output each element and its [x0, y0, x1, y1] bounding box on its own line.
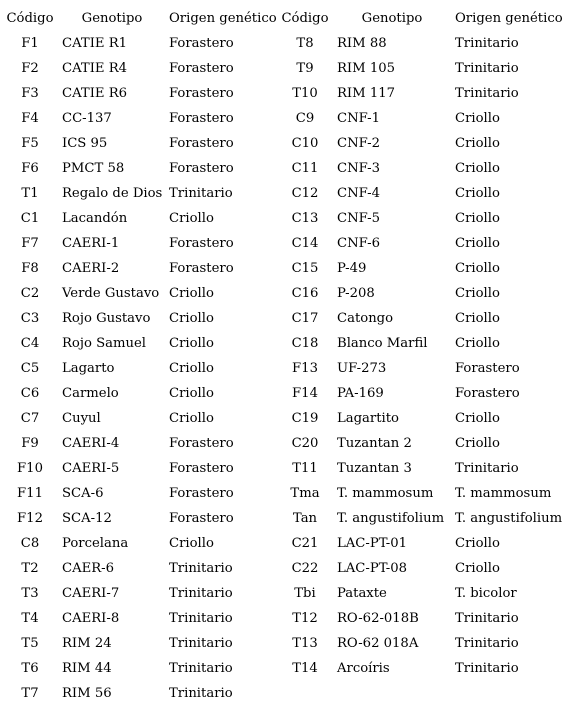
left-genotype-cell: Porcelana [62, 536, 129, 551]
header-code-left: Código [6, 11, 54, 26]
right-genotype-cell: P-49 [337, 261, 367, 276]
header-origin-right: Origen genético [455, 11, 563, 26]
right-code-cell: C20 [291, 436, 319, 451]
right-genotype-cell: CNF-6 [337, 236, 381, 251]
right-origin-cell: Forastero [455, 361, 520, 376]
right-origin-cell: T. mammosum [455, 486, 552, 501]
left-origin-cell: Criollo [169, 211, 214, 226]
left-origin-cell: Criollo [169, 386, 214, 401]
table-row [0, 31, 575, 56]
left-genotype-cell: CAERI-1 [62, 236, 120, 251]
left-code-cell: T4 [21, 611, 39, 626]
right-genotype-cell: RIM 88 [337, 36, 387, 51]
left-code-cell: C5 [20, 361, 40, 376]
table-row [0, 456, 575, 481]
left-genotype-cell: Carmelo [62, 386, 119, 401]
header-origin-left: Origen genético [169, 11, 277, 26]
right-genotype-cell: RIM 105 [337, 61, 396, 76]
left-genotype-cell: SCA-6 [62, 486, 104, 501]
left-genotype-cell: RIM 24 [62, 636, 112, 651]
right-genotype-cell: CNF-1 [337, 111, 381, 126]
right-origin-cell: Criollo [455, 311, 500, 326]
right-genotype-cell: RO-62-018B [337, 611, 419, 626]
right-origin-cell: Forastero [455, 386, 520, 401]
header-code-right: Código [281, 11, 329, 26]
right-origin-cell: Trinitario [455, 661, 519, 676]
left-code-cell: F3 [21, 86, 39, 101]
right-origin-cell: Criollo [455, 111, 500, 126]
right-genotype-cell: RIM 117 [337, 86, 396, 101]
right-genotype-cell: LAC-PT-01 [337, 536, 408, 551]
left-origin-cell: Trinitario [169, 561, 233, 576]
left-origin-cell: Forastero [169, 436, 234, 451]
right-code-cell: C10 [291, 136, 319, 151]
right-genotype-cell: CNF-3 [337, 161, 381, 176]
right-genotype-cell: Pataxte [337, 586, 387, 601]
table-row [0, 106, 575, 131]
right-code-cell: C22 [291, 561, 319, 576]
right-genotype-cell: T. angustifolium [337, 511, 445, 526]
right-code-cell: T11 [292, 461, 318, 476]
genotype-table [0, 6, 575, 706]
left-code-cell: F7 [21, 236, 39, 251]
left-genotype-cell: Verde Gustavo [62, 286, 160, 301]
left-code-cell: F1 [21, 36, 39, 51]
table-row [0, 481, 575, 506]
right-genotype-cell: CNF-4 [337, 186, 381, 201]
left-code-cell: F4 [21, 111, 39, 126]
left-code-cell: F12 [17, 511, 43, 526]
right-code-cell: Tbi [294, 586, 316, 601]
right-origin-cell: Trinitario [455, 461, 519, 476]
left-code-cell: F2 [21, 61, 39, 76]
left-origin-cell: Forastero [169, 36, 234, 51]
right-code-cell: C13 [291, 211, 319, 226]
left-code-cell: T5 [21, 636, 39, 651]
right-code-cell: Tma [290, 486, 320, 501]
left-origin-cell: Trinitario [169, 686, 233, 701]
left-genotype-cell: CAER-6 [62, 561, 115, 576]
left-genotype-cell: CATIE R6 [62, 86, 128, 101]
left-code-cell: T7 [21, 686, 39, 701]
right-origin-cell: Criollo [455, 186, 500, 201]
right-origin-cell: Criollo [455, 236, 500, 251]
right-origin-cell: Criollo [455, 536, 500, 551]
table-row [0, 56, 575, 81]
left-origin-cell: Criollo [169, 311, 214, 326]
right-origin-cell: Criollo [455, 411, 500, 426]
right-code-cell: C16 [291, 286, 319, 301]
header-genotype-left: Genotipo [81, 11, 143, 26]
right-origin-cell: Criollo [455, 561, 500, 576]
left-code-cell: C7 [20, 411, 40, 426]
left-code-cell: F11 [17, 486, 43, 501]
right-genotype-cell: LAC-PT-08 [337, 561, 408, 576]
right-origin-cell: Criollo [455, 211, 500, 226]
left-origin-cell: Forastero [169, 61, 234, 76]
table-row [0, 181, 575, 206]
table-row [0, 531, 575, 556]
right-genotype-cell: Tuzantan 2 [337, 436, 412, 451]
left-genotype-cell: SCA-12 [62, 511, 112, 526]
table-row [0, 506, 575, 531]
table-row [0, 356, 575, 381]
right-origin-cell: Criollo [455, 161, 500, 176]
table-row [0, 556, 575, 581]
left-genotype-cell: CATIE R1 [62, 36, 128, 51]
table-row [0, 206, 575, 231]
table-body [0, 31, 575, 706]
right-genotype-cell: P-208 [337, 286, 375, 301]
left-genotype-cell: CATIE R4 [62, 61, 128, 76]
right-genotype-cell: CNF-5 [337, 211, 381, 226]
table-row [0, 81, 575, 106]
right-origin-cell: Criollo [455, 136, 500, 151]
right-code-cell: C15 [291, 261, 319, 276]
table-row [0, 256, 575, 281]
table-row [0, 381, 575, 406]
left-origin-cell: Criollo [169, 286, 214, 301]
left-code-cell: C3 [20, 311, 40, 326]
left-genotype-cell: CAERI-7 [62, 586, 120, 601]
left-origin-cell: Forastero [169, 236, 234, 251]
right-origin-cell: Criollo [455, 261, 500, 276]
table-row [0, 231, 575, 256]
left-code-cell: T2 [21, 561, 39, 576]
table-row [0, 306, 575, 331]
right-origin-cell: Criollo [455, 436, 500, 451]
left-code-cell: C8 [20, 536, 40, 551]
right-genotype-cell: PA-169 [337, 386, 384, 401]
table-row [0, 581, 575, 606]
left-genotype-cell: CC-137 [62, 111, 112, 126]
left-origin-cell: Criollo [169, 361, 214, 376]
table-row [0, 631, 575, 656]
left-code-cell: T3 [21, 586, 39, 601]
left-code-cell: C1 [20, 211, 40, 226]
right-code-cell: T14 [292, 661, 318, 676]
right-genotype-cell: UF-273 [337, 361, 387, 376]
right-genotype-cell: Lagartito [337, 411, 399, 426]
right-genotype-cell: Tuzantan 3 [337, 461, 412, 476]
left-origin-cell: Forastero [169, 111, 234, 126]
right-origin-cell: T. angustifolium [455, 511, 563, 526]
left-origin-cell: Forastero [169, 511, 234, 526]
right-origin-cell: Trinitario [455, 636, 519, 651]
left-genotype-cell: CAERI-4 [62, 436, 120, 451]
right-code-cell: T10 [292, 86, 318, 101]
left-genotype-cell: RIM 56 [62, 686, 112, 701]
table-row [0, 431, 575, 456]
right-code-cell: C17 [291, 311, 319, 326]
right-code-cell: C12 [291, 186, 319, 201]
right-code-cell: C9 [295, 111, 315, 126]
left-code-cell: C6 [20, 386, 40, 401]
left-code-cell: C2 [20, 286, 40, 301]
left-genotype-cell: RIM 44 [62, 661, 112, 676]
left-code-cell: F6 [21, 161, 39, 176]
left-origin-cell: Criollo [169, 336, 214, 351]
right-origin-cell: Trinitario [455, 61, 519, 76]
left-origin-cell: Trinitario [169, 636, 233, 651]
right-genotype-cell: Arcoíris [337, 661, 390, 676]
left-code-cell: T6 [21, 661, 39, 676]
left-genotype-cell: CAERI-2 [62, 261, 120, 276]
left-origin-cell: Forastero [169, 136, 234, 151]
right-code-cell: F13 [292, 361, 318, 376]
table-row [0, 156, 575, 181]
right-code-cell: C14 [291, 236, 319, 251]
right-code-cell: C19 [291, 411, 319, 426]
right-genotype-cell: Catongo [337, 311, 394, 326]
right-origin-cell: Criollo [455, 286, 500, 301]
right-origin-cell: Trinitario [455, 611, 519, 626]
right-code-cell: T12 [292, 611, 318, 626]
right-genotype-cell: T. mammosum [337, 486, 434, 501]
left-origin-cell: Forastero [169, 161, 234, 176]
left-code-cell: C4 [20, 336, 40, 351]
right-code-cell: C11 [291, 161, 319, 176]
right-origin-cell: Trinitario [455, 36, 519, 51]
left-code-cell: T1 [21, 186, 39, 201]
left-origin-cell: Criollo [169, 536, 214, 551]
left-genotype-cell: CAERI-5 [62, 461, 120, 476]
left-origin-cell: Trinitario [169, 586, 233, 601]
header-genotype-right: Genotipo [361, 11, 423, 26]
right-genotype-cell: CNF-2 [337, 136, 381, 151]
left-origin-cell: Forastero [169, 86, 234, 101]
left-genotype-cell: Lacandón [62, 211, 128, 226]
right-genotype-cell: RO-62 018A [337, 636, 419, 651]
left-origin-cell: Trinitario [169, 186, 233, 201]
left-origin-cell: Trinitario [169, 611, 233, 626]
left-origin-cell: Forastero [169, 486, 234, 501]
right-code-cell: T13 [292, 636, 318, 651]
table-row [0, 331, 575, 356]
right-code-cell: Tan [292, 511, 318, 526]
left-genotype-cell: ICS 95 [62, 136, 108, 151]
right-genotype-cell: Blanco Marfil [337, 336, 428, 351]
left-genotype-cell: Rojo Gustavo [62, 311, 151, 326]
left-code-cell: F9 [21, 436, 39, 451]
left-origin-cell: Trinitario [169, 661, 233, 676]
left-genotype-cell: Cuyul [62, 411, 101, 426]
table-row [0, 681, 575, 706]
right-origin-cell: T. bicolor [455, 586, 517, 601]
right-code-cell: C21 [291, 536, 319, 551]
table-row [0, 131, 575, 156]
right-code-cell: C18 [291, 336, 319, 351]
left-code-cell: F10 [17, 461, 43, 476]
left-genotype-cell: PMCT 58 [62, 161, 125, 176]
left-origin-cell: Forastero [169, 461, 234, 476]
right-code-cell: T9 [296, 61, 314, 76]
table-header-row [0, 6, 575, 31]
table-row [0, 656, 575, 681]
right-origin-cell: Criollo [455, 336, 500, 351]
left-code-cell: F5 [21, 136, 39, 151]
left-genotype-cell: Lagarto [62, 361, 115, 376]
table-row [0, 406, 575, 431]
right-code-cell: T8 [296, 36, 314, 51]
left-genotype-cell: CAERI-8 [62, 611, 120, 626]
table-row [0, 281, 575, 306]
right-origin-cell: Trinitario [455, 86, 519, 101]
right-code-cell: F14 [292, 386, 318, 401]
left-genotype-cell: Regalo de Dios [62, 186, 163, 201]
table-row [0, 606, 575, 631]
left-code-cell: F8 [21, 261, 39, 276]
left-origin-cell: Criollo [169, 411, 214, 426]
left-genotype-cell: Rojo Samuel [62, 336, 147, 351]
left-origin-cell: Forastero [169, 261, 234, 276]
